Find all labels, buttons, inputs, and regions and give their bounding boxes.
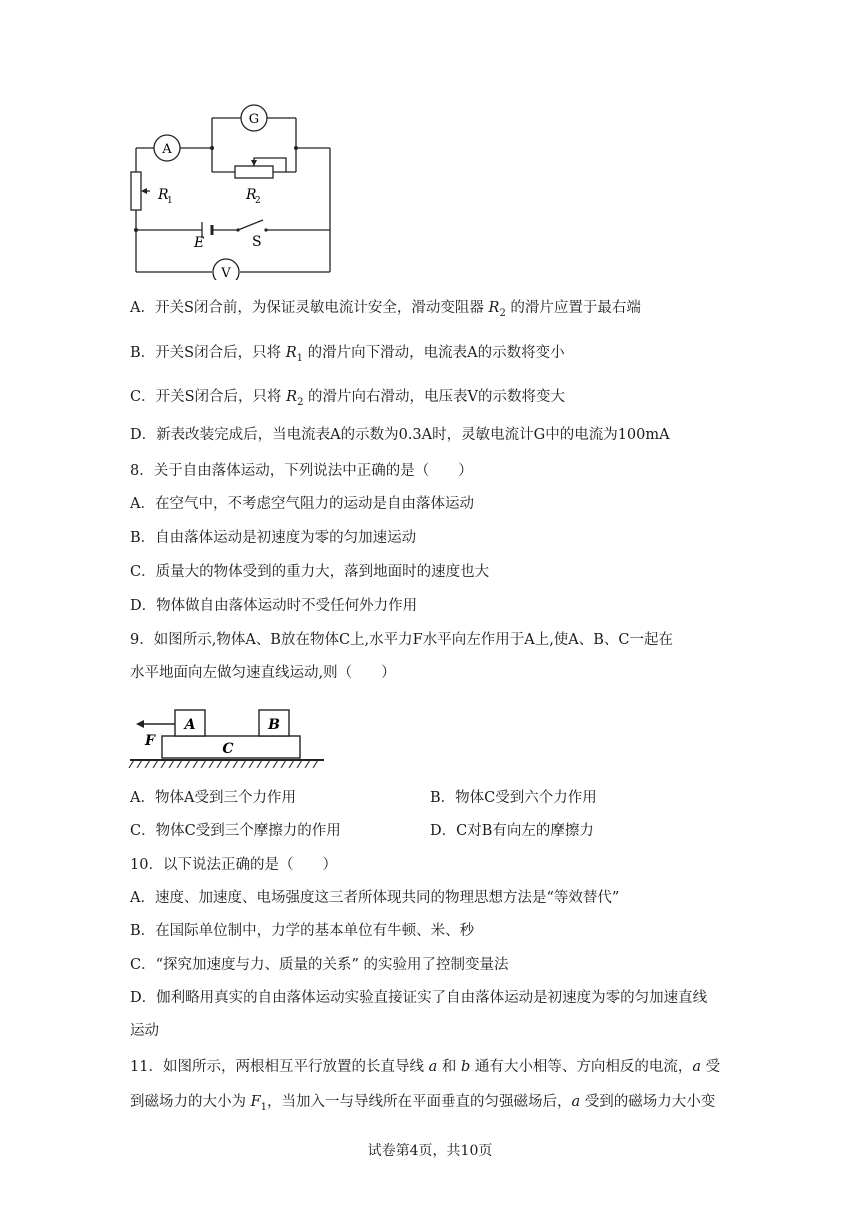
q9-option-c: C．物体C受到三个摩擦力的作用 <box>130 823 341 839</box>
galvanometer-label: G <box>248 112 260 127</box>
q10-stem: 10．以下说法正确的是（ ） <box>130 857 337 873</box>
q8-option-b: B．自由落体运动是初速度为零的匀加速运动 <box>130 530 417 546</box>
block-b-label: B <box>268 717 280 733</box>
r2-subscript: 2 <box>255 196 261 206</box>
force-label: F <box>145 733 155 749</box>
page-footer: 试卷第4页，共10页 <box>367 1143 493 1159</box>
q7-option-a: A．开关S闭合前，为保证灵敏电流计安全，滑动变阻器 $R_2$ 的滑片应置于最右端 <box>130 300 641 319</box>
q10-option-d-line2: 运动 <box>130 1023 159 1039</box>
switch-label: S <box>252 234 262 250</box>
q9-stem-line1: 9．如图所示,物体A、B放在物体C上,水平力F水平向左作用于A上,使A、B、C一起在 <box>130 632 674 648</box>
q10-option-b: B．在国际单位制中，力学的基本单位有牛顿、米、秒 <box>130 923 475 939</box>
force-arrow-icon <box>136 720 144 728</box>
q7-option-b: B．开关S闭合后，只将 $R_1$ 的滑片向下滑动，电流表A的示数将变小 <box>130 345 565 364</box>
block-a-label: A <box>184 717 196 733</box>
q8-option-d: D．物体做自由落体运动时不受任何外力作用 <box>130 598 418 614</box>
blocks-figure <box>128 698 328 778</box>
ammeter-label: A <box>162 142 172 157</box>
r2-label: R <box>246 187 257 203</box>
q11-stem-line1: 11．如图所示，两根相互平行放置的长直导线 a 和 b 通有大小相等、方向相反的电流，a 受 <box>130 1059 721 1075</box>
r1-subscript: 1 <box>167 196 173 206</box>
q9-option-d: D．C对B有向左的摩擦力 <box>430 823 594 839</box>
q8-option-c: C．质量大的物体受到的重力大，落到地面时的速度也大 <box>130 564 490 580</box>
circuit-diagram <box>128 100 343 284</box>
q10-option-d-line1: D．伽利略用真实的自由落体运动实验直接证实了自由落体运动是初速度为零的匀加速直线 <box>130 990 708 1006</box>
q9-option-b: B．物体C受到六个力作用 <box>430 790 597 806</box>
q8-option-a: A．在空气中，不考虑空气阻力的运动是自由落体运动 <box>130 496 474 512</box>
q9-option-a: A．物体A受到三个力作用 <box>130 790 296 806</box>
q7-option-c: C．开关S闭合后，只将 $R_2$ 的滑片向右滑动，电压表V的示数将变大 <box>130 389 566 408</box>
q10-option-a: A．速度、加速度、电场强度这三者所体现共同的物理思想方法是“等效替代” <box>130 890 620 906</box>
q8-stem: 8．关于自由落体运动，下列说法中正确的是（ ） <box>130 463 473 479</box>
block-c-label: C <box>222 741 234 757</box>
q11-stem-line2: 到磁场力的大小为 $F_1$，当加入一与导线所在平面垂直的匀强磁场后，a 受到的磁场力大小变 <box>130 1094 716 1113</box>
q10-option-c: C．“探究加速度与力、质量的关系” 的实验用了控制变量法 <box>130 957 509 973</box>
battery-label: E <box>194 235 205 251</box>
r1-label: R <box>158 187 169 203</box>
q9-stem-line2: 水平地面向左做匀速直线运动,则（ ） <box>130 665 396 681</box>
voltmeter-label: V <box>221 266 231 280</box>
q7-option-d: D．新表改装完成后，当电流表A的示数为0.3A时，灵敏电流计G中的电流为100mA <box>130 427 670 443</box>
